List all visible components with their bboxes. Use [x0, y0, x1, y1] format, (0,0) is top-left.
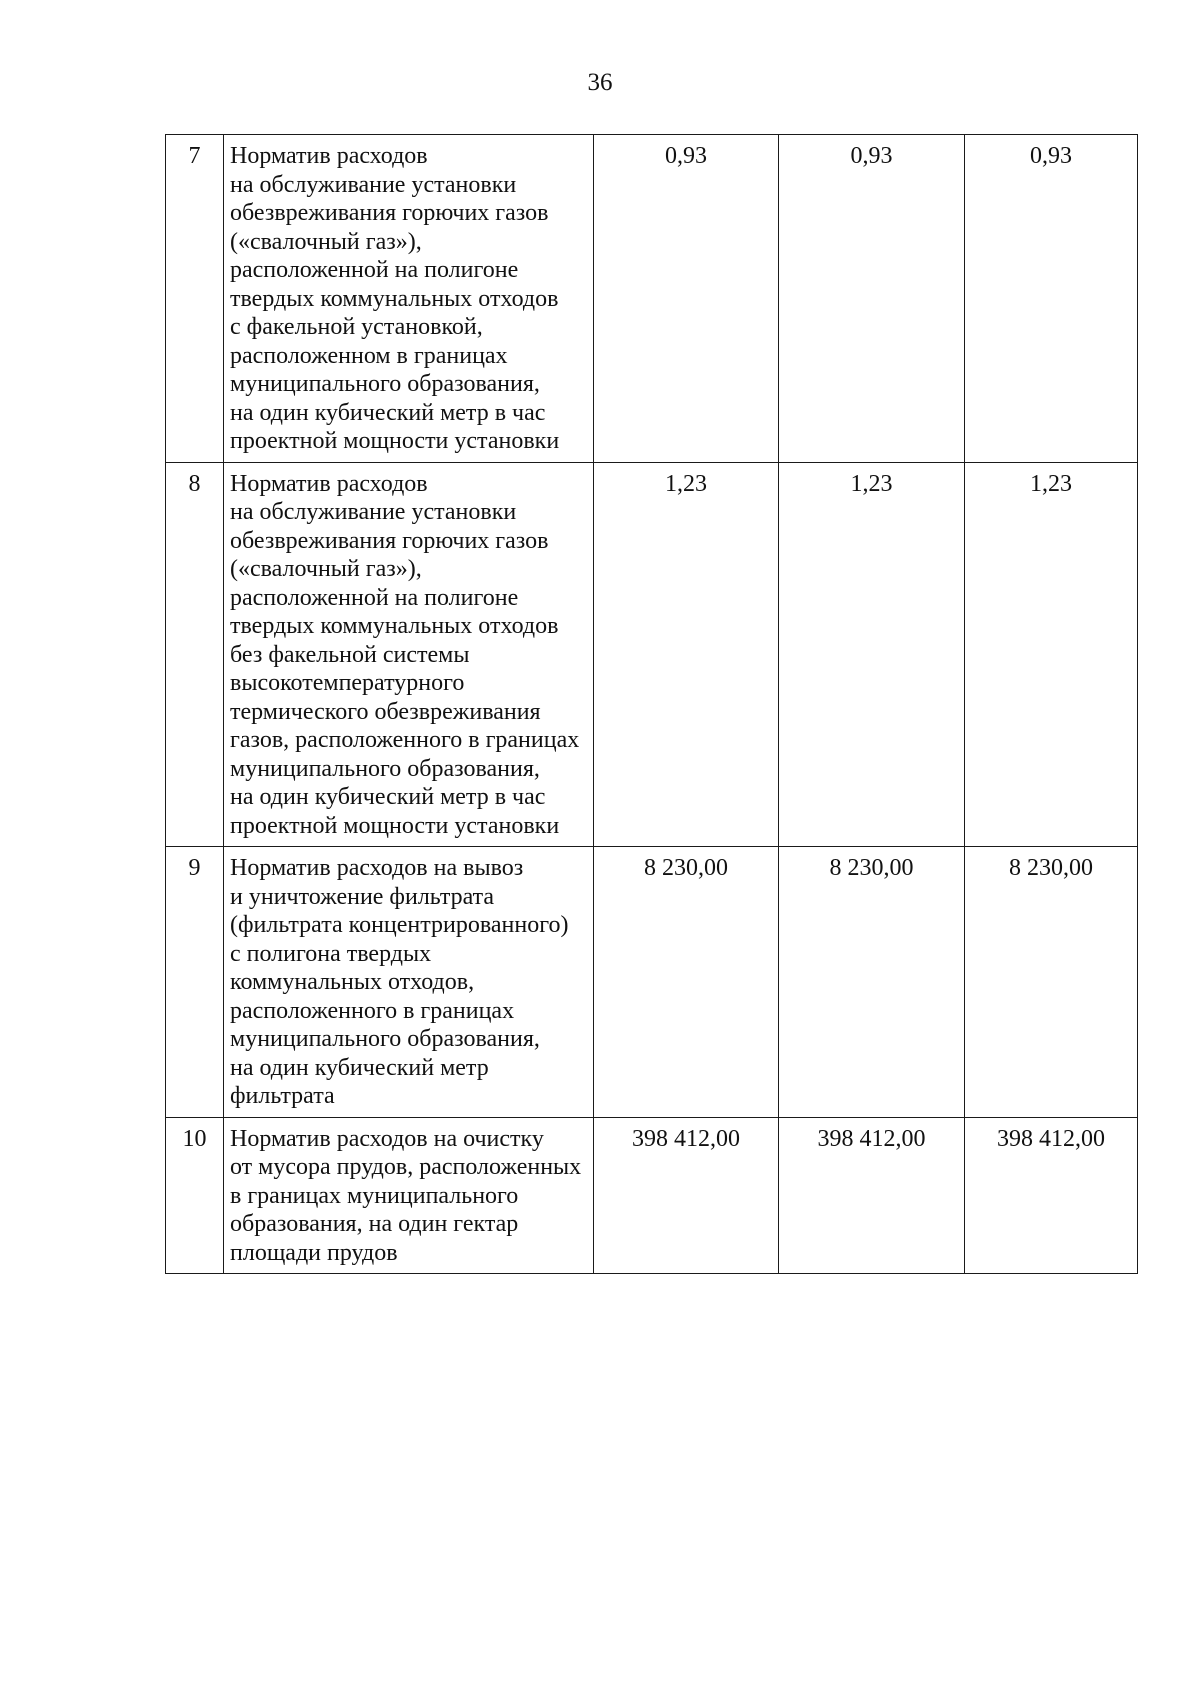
norms-table-body — [166, 135, 1138, 1274]
row-number-cell: 7 — [166, 135, 224, 463]
norms-table — [165, 134, 1138, 1274]
value-cell-3: 8 230,00 — [965, 847, 1138, 1118]
description-line: обезвреживания горючих газов — [230, 527, 549, 554]
table-row — [166, 462, 1138, 847]
value-cell-1: 8 230,00 — [594, 847, 779, 1118]
description-line: Норматив расходов — [230, 143, 428, 169]
table-row — [166, 1117, 1138, 1274]
description-line: в границах муниципального — [230, 1182, 519, 1209]
description-line: муниципального образования, — [230, 1026, 540, 1052]
description-cell — [224, 135, 594, 463]
value-cell-1: 1,23 — [594, 462, 779, 847]
description-line: проектной мощности установки — [230, 428, 560, 454]
description-line: расположенном в границах — [230, 342, 508, 369]
description-line: площади прудов — [230, 1239, 398, 1266]
description-line: с факельной установкой, — [230, 314, 483, 340]
description-line: коммунальных отходов, — [230, 969, 475, 995]
description-line: с полигона твердых — [230, 940, 432, 967]
value-cell-2: 0,93 — [779, 135, 965, 463]
description-line: образования, на один гектар — [230, 1211, 519, 1237]
table-row — [166, 847, 1138, 1118]
description-line: проектной мощности установки — [230, 812, 560, 839]
value-cell-1: 0,93 — [594, 135, 779, 463]
description-line: на один кубический метр в час — [230, 399, 546, 426]
description-line: газов, расположенного в границах — [230, 727, 580, 753]
description-cell — [224, 1117, 594, 1274]
description-line: Норматив расходов — [230, 470, 428, 497]
value-cell-2: 1,23 — [779, 462, 965, 847]
description-line: и уничтожение фильтрата — [230, 883, 495, 910]
description-line: расположенного в границах — [230, 997, 515, 1024]
description-line: расположенной на полигоне — [230, 584, 519, 611]
row-number-cell: 9 — [166, 847, 224, 1118]
row-number-cell: 8 — [166, 462, 224, 847]
description-line: без факельной системы — [230, 641, 470, 668]
description-line: (фильтрата концентрированного) — [230, 912, 569, 938]
value-cell-3: 1,23 — [965, 462, 1138, 847]
value-cell-2: 8 230,00 — [779, 847, 965, 1118]
description-line: на обслуживание установки — [230, 499, 517, 525]
description-line: на обслуживание установки — [230, 171, 517, 198]
description-cell — [224, 847, 594, 1118]
description-line: от мусора прудов, расположенных — [230, 1154, 582, 1180]
description-line: Норматив расходов на вывоз — [230, 855, 524, 881]
page-number: 36 — [587, 69, 613, 96]
description-line: высокотемпературного — [230, 670, 465, 696]
description-line: на один кубический метр в час — [230, 784, 546, 810]
row-number-cell: 10 — [166, 1117, 224, 1274]
description-line: муниципального образования, — [230, 755, 540, 782]
value-cell-3: 0,93 — [965, 135, 1138, 463]
description-line: на один кубический метр — [230, 1054, 489, 1081]
description-line: («свалочный газ»), — [230, 228, 422, 255]
table-row — [166, 135, 1138, 463]
description-line: термического обезвреживания — [230, 698, 541, 725]
value-cell-1: 398 412,00 — [594, 1117, 779, 1274]
description-line: муниципального образования, — [230, 371, 540, 397]
description-line: («свалочный газ»), — [230, 556, 422, 582]
description-line: фильтрата — [230, 1083, 335, 1109]
description-line: обезвреживания горючих газов — [230, 200, 549, 226]
description-line: Норматив расходов на очистку — [230, 1125, 544, 1152]
description-line: расположенной на полигоне — [230, 257, 519, 283]
value-cell-3: 398 412,00 — [965, 1117, 1138, 1274]
description-cell — [224, 462, 594, 847]
value-cell-2: 398 412,00 — [779, 1117, 965, 1274]
description-line: твердых коммунальных отходов — [230, 613, 559, 639]
description-line: твердых коммунальных отходов — [230, 285, 559, 312]
